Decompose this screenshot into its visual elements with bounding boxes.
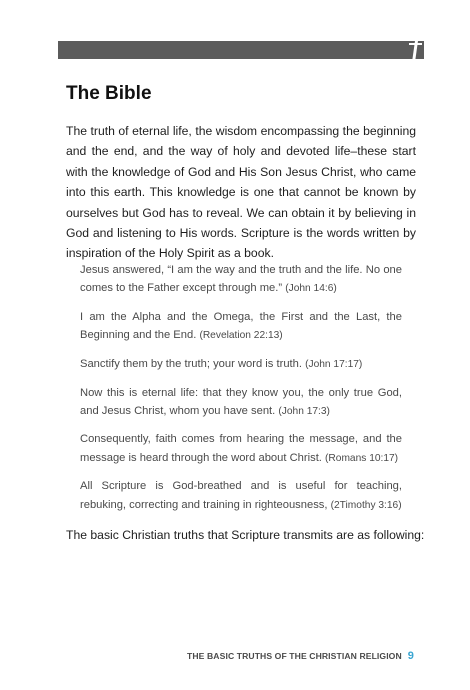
quote-text: Sanctify them by the truth; your word is truth. xyxy=(80,357,302,370)
closing-paragraph: The basic Christian truths that Scripture transmits are as following: xyxy=(66,528,425,542)
scripture-quote xyxy=(80,477,402,514)
quote-text: All Scripture is God-breathed and is useful for teaching, rebuking, correcting and training in righteousness, xyxy=(80,480,402,511)
quote-reference: (John 14:6) xyxy=(285,283,337,295)
quote-reference: (2Timothy 3:16) xyxy=(330,499,402,511)
running-title: THE BASIC TRUTHS OF THE CHRISTIAN RELIGION xyxy=(187,651,402,661)
scripture-quote xyxy=(80,308,402,345)
scripture-quote xyxy=(80,261,402,298)
quote-reference: (John 17:3) xyxy=(278,405,330,417)
intro-paragraph: The truth of eternal life, the wisdom encompassing the beginning and the end, and the way of holy and devoted life–these start with the knowledge of God and His Son Jesus Christ, who came into this earth. This knowledge is one that cannot be known by ourselves but God has to reveal. We can obtain it by believing in God and listening to His words. Scripture is the words written by inspiration of the Holy Spirit as a book. xyxy=(66,124,416,261)
scripture-quote xyxy=(80,430,402,467)
quote-reference: (Romans 10:17) xyxy=(325,452,399,464)
quote-reference: (John 17:17) xyxy=(305,358,363,370)
page-title: The Bible xyxy=(66,83,152,104)
scripture-quotes xyxy=(80,261,402,524)
running-footer xyxy=(187,650,414,662)
scripture-quote xyxy=(80,384,402,421)
quote-text: Jesus answered, “I am the way and the truth and the life. No one comes to the Father except through me.” xyxy=(80,264,402,295)
quote-text: Consequently, faith comes from hearing the message, and the message is heard through the word about Christ. xyxy=(80,433,402,464)
quote-reference: (Revelation 22:13) xyxy=(199,330,283,342)
scripture-quote xyxy=(80,355,402,374)
page-number: 9 xyxy=(407,650,414,662)
quote-text: I am the Alpha and the Omega, the First and the Last, the Beginning and the End. xyxy=(80,310,402,342)
cross-icon xyxy=(409,37,423,59)
quote-text: Now this is eternal life: that they know you, the only true God, and Jesus Christ, whom you have sent. xyxy=(80,386,402,417)
header-bar xyxy=(58,41,424,59)
